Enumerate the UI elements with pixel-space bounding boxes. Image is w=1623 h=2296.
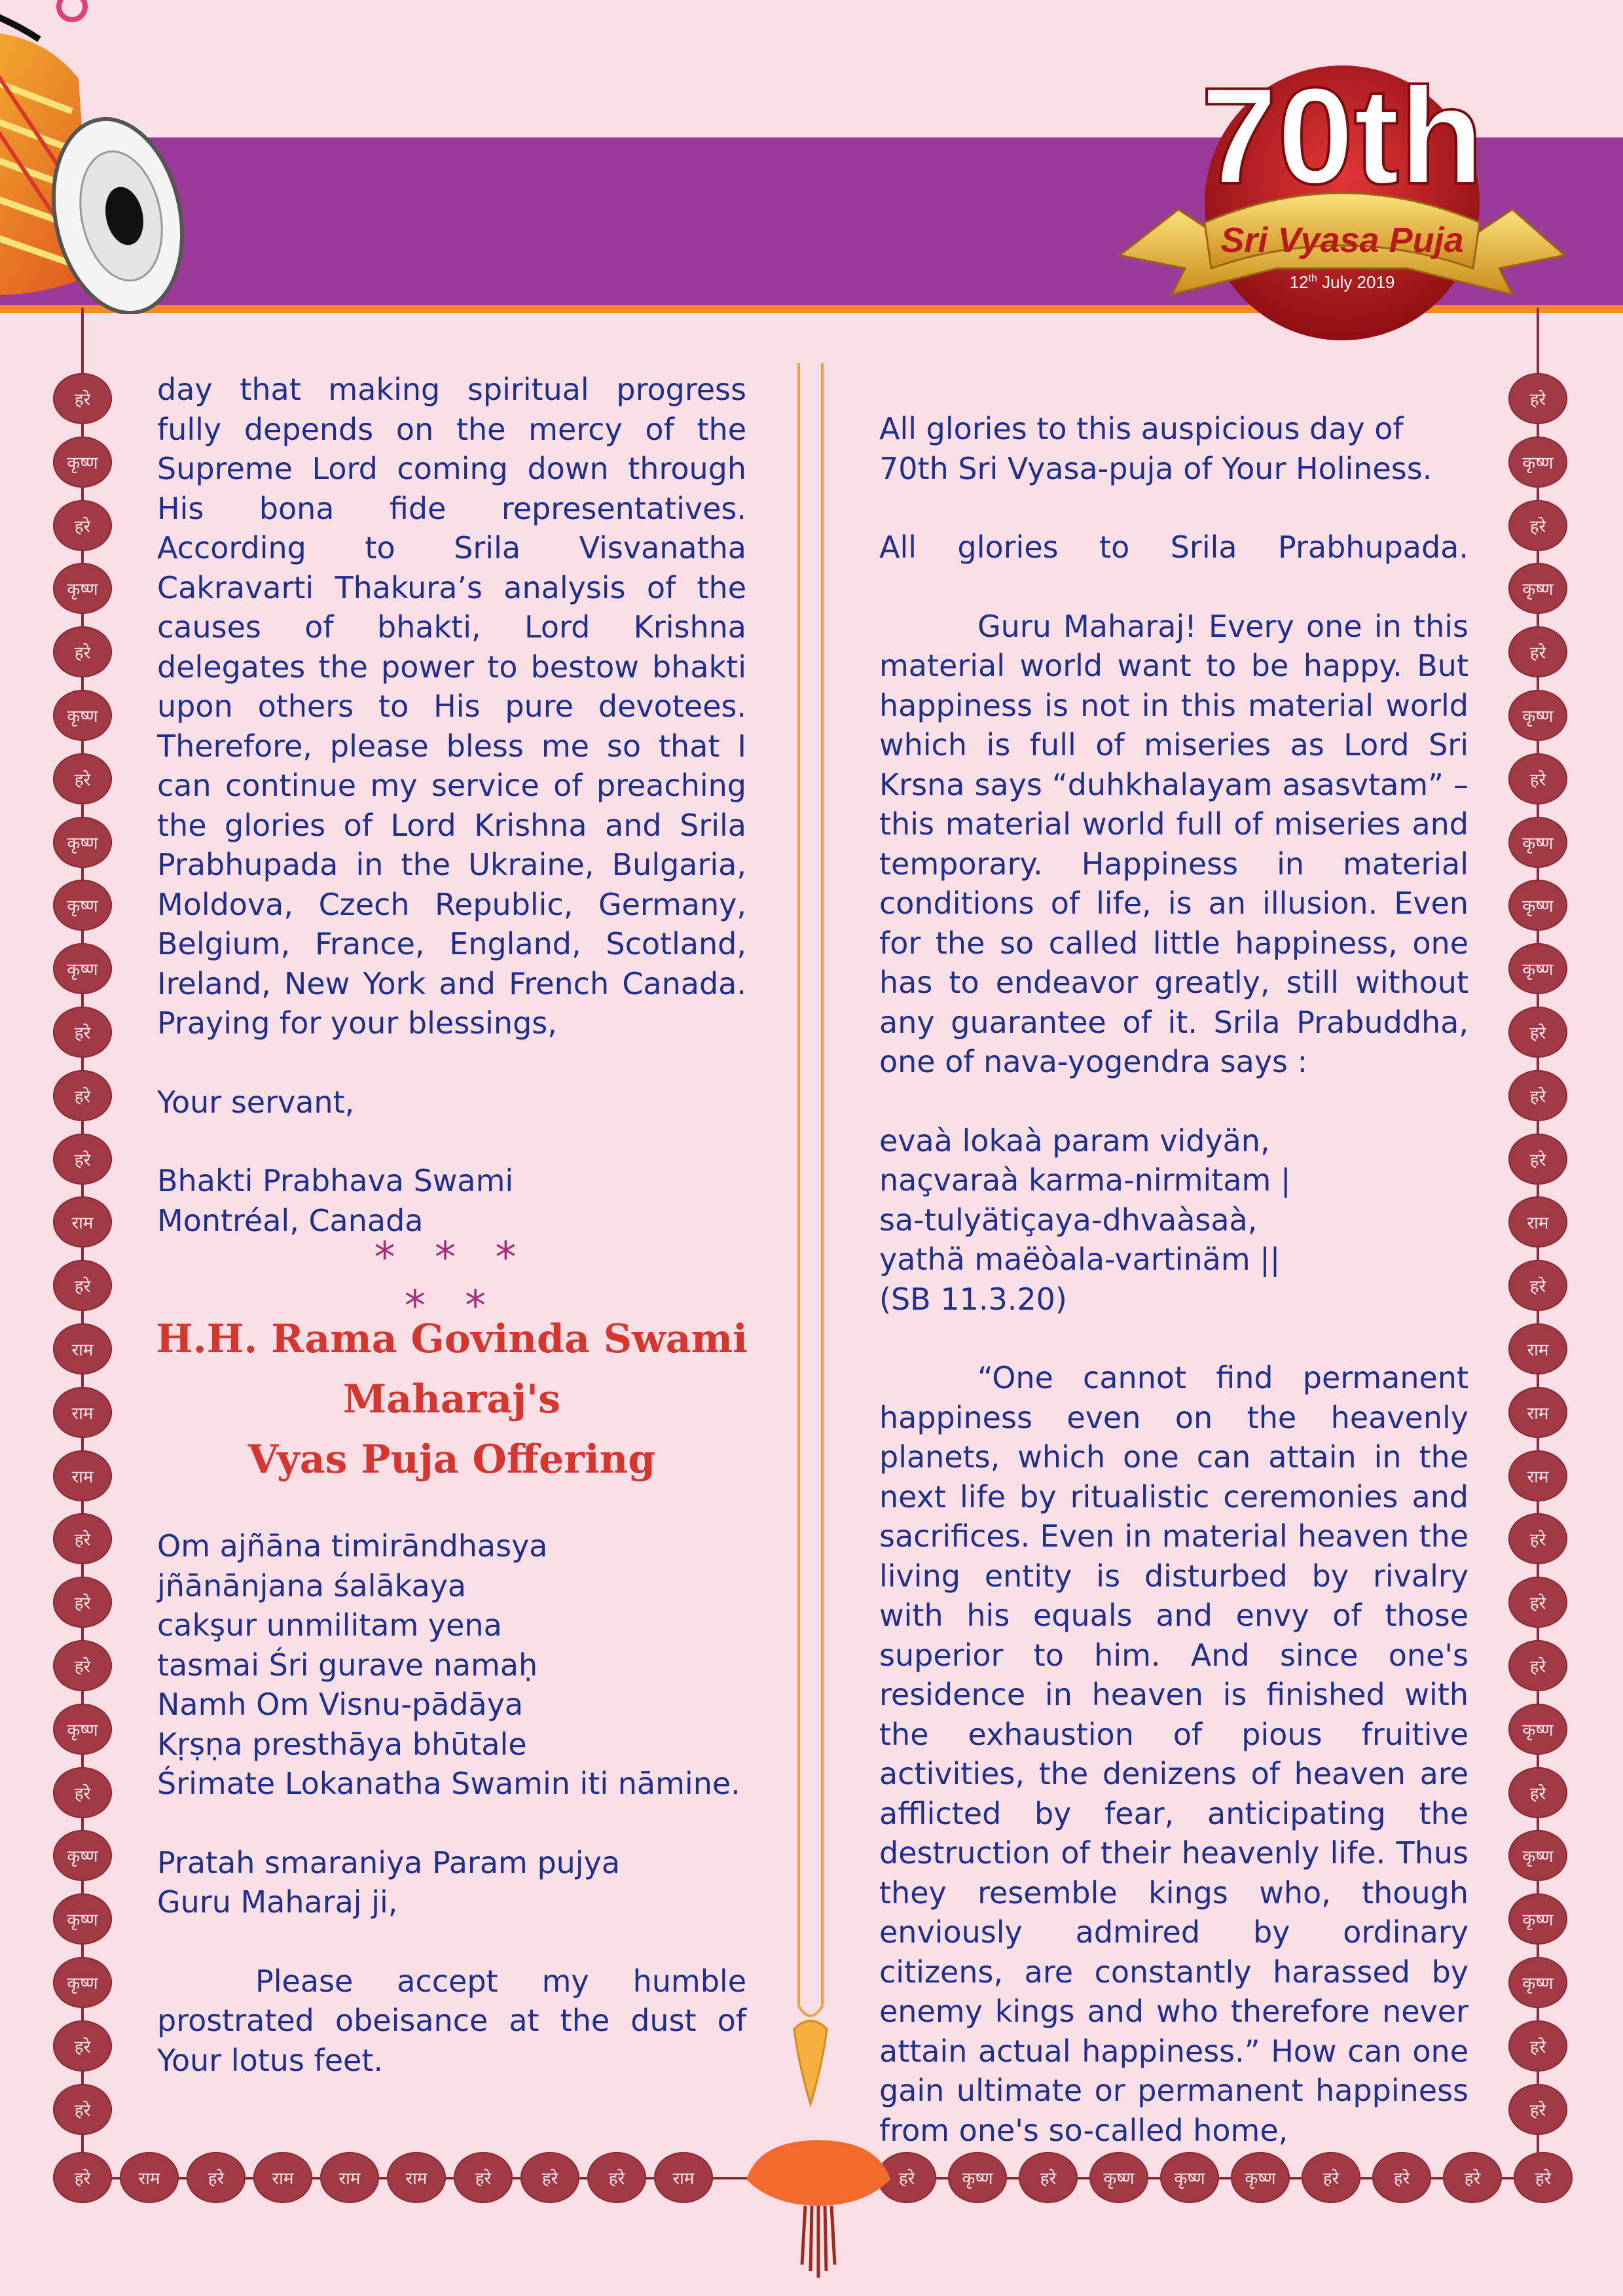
heading-line-2: Maharaj's [342, 1376, 561, 1422]
mantra-bead: कृष्ण [53, 563, 112, 614]
mantra-bead: राम [387, 2152, 446, 2203]
mantra-bead: कृष्ण [1508, 1704, 1567, 1755]
mantra-bead: हरे [1443, 2152, 1502, 2203]
mantra-bead: हरे [1508, 500, 1567, 551]
offering-heading [151, 1309, 753, 1490]
mantra-bead: राम [1508, 1450, 1567, 1501]
mantra-bead: हरे [1508, 1260, 1567, 1311]
mantra-bead: कृष्ण [1508, 943, 1567, 994]
mantra-bead: हरे [1508, 626, 1567, 677]
mantra-bead: कृष्ण [1508, 1830, 1567, 1881]
mantra-bead: कृष्ण [1089, 2152, 1148, 2203]
mantra-bead: कृष्ण [53, 880, 112, 931]
left-verse-block [157, 1526, 746, 2080]
sloka-line: naçvaraà karma-nirmitam | [879, 1162, 1291, 1198]
sloka-line: sa-tulyätiçaya-dhvaàsaà, [879, 1202, 1258, 1238]
mantra-bead: हरे [53, 373, 112, 424]
mantra-bead: कृष्ण [1508, 437, 1567, 488]
mantra-bead: कृष्ण [53, 817, 112, 868]
mridanga-drum-icon [0, 0, 210, 314]
right-paragraph-2: All glories to Srila Prabhupada. [879, 529, 1468, 565]
mantra-bead: हरे [1508, 1007, 1567, 1058]
address-line-1: Pratah smaraniya Param pujya [157, 1844, 621, 1880]
closing-text: Your servant, [157, 1084, 355, 1120]
mantra-bead: हरे [53, 626, 112, 677]
mantra-bead: हरे [1508, 1577, 1567, 1628]
mantra-bead: राम [654, 2152, 713, 2203]
mantra-bead: हरे [1508, 373, 1567, 424]
mantra-bead: कृष्ण [948, 2152, 1007, 2203]
mantra-bead: हरे [53, 1260, 112, 1311]
badge-date-rest: July 2019 [1317, 272, 1395, 292]
signature-name: Bhakti Prabhava Swami [157, 1163, 514, 1198]
mantra-bead: हरे [53, 753, 112, 804]
verse-line: tasmai Śri gurave namaḥ [157, 1647, 538, 1683]
sloka-reference: (SB 11.3.20) [879, 1281, 1067, 1317]
mantra-bead: हरे [53, 1134, 112, 1185]
left-paragraph-last: Please accept my humble prostrated obeisance at the dust of Your lotus feet. [157, 1963, 746, 2078]
mantra-bead: राम [53, 1323, 112, 1374]
verse-line: jñānānjana śalākaya [157, 1568, 467, 1604]
mantra-bead: हरे [1508, 1070, 1567, 1121]
badge-date-day: 12 [1289, 272, 1309, 292]
right-paragraph-4: “One cannot find permanent happiness even on the heavenly planets, which one can attain in the next life by ritualistic ceremonies and sacrifices. Even in material heaven the living entity is disturbed by rivalry with his equals and envy of those superior to him. And since one's residence in heaven is finished with the exhaustion of pious fruitive activities, the denizens of heaven are afflicted by fear, anticipating the destruction of their heavenly life. Thus they resemble kings who, though enviously admired by ordinary citizens, are constantly harassed by enemy kings and who therefore never attain actual happiness.” How can one gain ultimate or permanent happiness from one's so-called home, [879, 1360, 1468, 2148]
mantra-bead: कृष्ण [53, 943, 112, 994]
mantra-bead: कृष्ण [53, 1893, 112, 1945]
verse-line: Kṛṣṇa presthāya bhūtale [157, 1726, 527, 1762]
left-paragraph-1: day that making spiritual progress fully depends on the mercy of the Supreme Lord coming down through His bona fide representatives. According to Srila Visvanatha Cakravarti Thakura’s analysis of the causes of bhakti, Lord Krishna delegates the power to bestow bhakti upon others to His pure devotees. Therefore, please bless me so that I can continue my service of preaching the glories of Lord Krishna and Srila Prabhupada in the Ukraine, Bulgaria, Moldova, Czech Republic, Germany, Belgium, France, England, Scotland, Ireland, New York and French Canada. Praying for your blessings, [157, 372, 746, 1041]
mantra-bead: हरे [1508, 1640, 1567, 1691]
mantra-bead: हरे [1372, 2152, 1431, 2203]
mantra-bead: कृष्ण [53, 1957, 112, 2008]
mantra-bead: हरे [520, 2152, 579, 2203]
heading-line-1: H.H. Rama Govinda Swami [156, 1316, 748, 1362]
mantra-bead: राम [320, 2152, 379, 2203]
mantra-bead: हरे [1302, 2152, 1360, 2203]
mantra-bead: राम [1508, 1323, 1567, 1374]
mantra-bead: हरे [1508, 2020, 1567, 2072]
mantra-bead: हरे [53, 1513, 112, 1564]
mantra-bead: कृष्ण [53, 690, 112, 741]
right-column [879, 409, 1468, 2150]
mantra-bead: कृष्ण [1508, 817, 1567, 868]
sloka-line: evaà lokaà param vidyän, [879, 1122, 1270, 1158]
mantra-bead: हरे [53, 1640, 112, 1691]
mantra-bead: हरे [1508, 1513, 1567, 1564]
address-line-2: Guru Maharaj ji, [157, 1884, 398, 1920]
mantra-bead: हरे [187, 2152, 246, 2203]
sloka-line: yathä maëòala-vartinäm || [879, 1242, 1281, 1277]
mantra-bead: कृष्ण [1508, 563, 1567, 614]
signature-place: Montréal, Canada [157, 1202, 424, 1238]
mantra-bead: कृष्ण [1508, 880, 1567, 931]
mantra-bead: हरे [53, 2020, 112, 2072]
mantra-bead: हरे [53, 500, 112, 551]
mantra-bead: राम [53, 1450, 112, 1501]
verse-line: cakşur unmilitam yena [157, 1607, 502, 1643]
mantra-bead: हरे [1508, 2084, 1567, 2135]
mantra-bead: राम [53, 1387, 112, 1438]
mantra-bead: हरे [1508, 1134, 1567, 1185]
center-divider [791, 363, 830, 2117]
mantra-bead: कृष्ण [1231, 2152, 1290, 2203]
mantra-bead: कृष्ण [53, 1704, 112, 1755]
heading-line-3: Vyas Puja Offering [247, 1437, 656, 1482]
mantra-bead: हरे [1019, 2152, 1078, 2203]
mantra-bead: हरे [587, 2152, 646, 2203]
mantra-bead: हरे [53, 2152, 112, 2203]
mantra-bead: राम [120, 2152, 179, 2203]
mantra-bead: राम [253, 2152, 312, 2203]
mantra-bead: कृष्ण [1508, 1957, 1567, 2008]
mantra-bead: हरे [53, 1007, 112, 1058]
mantra-bead: हरे [53, 1577, 112, 1628]
left-column [157, 370, 746, 1240]
badge-date [1290, 272, 1395, 292]
mantra-bead: कृष्ण [1160, 2152, 1219, 2203]
verse-line: Om ajñāna timirāndhasya [157, 1528, 548, 1564]
badge-number: 70th [1201, 59, 1484, 213]
right-paragraph-3: Guru Maharaj! Every one in this material world want to be happy. But happiness is not in this material world which is full of miseries as Lord Sri Krsna says “duhkhalayam asasvtam” – this material world full of miseries and temporary. Happiness in material conditions of life, is an illusion. Even for the so called little happiness, one has to endeavor greatly, still without any guarantee of it. Srila Prabuddha, one of nava-yogendra says : [879, 608, 1468, 1079]
section-stars: * * * * * [374, 1234, 530, 1331]
vyasa-puja-badge [1106, 59, 1578, 360]
mantra-bead: हरे [1508, 753, 1567, 804]
mantra-bead: राम [53, 1196, 112, 1247]
mantra-bead: हरे [53, 1767, 112, 1818]
mantra-bead: कृष्ण [1508, 690, 1567, 741]
mantra-bead: हरे [53, 1070, 112, 1121]
badge-title: Sri Vyasa Puja [1220, 221, 1464, 260]
right-paragraph-1: All glories to this auspicious day of 70th Sri Vyasa-puja of Your Holiness. [879, 411, 1432, 486]
mantra-bead: कृष्ण [1508, 1893, 1567, 1945]
mantra-bead: हरे [53, 2084, 112, 2135]
mantra-bead: राम [1508, 1387, 1567, 1438]
tilak-tassel-icon [733, 2121, 903, 2291]
badge-date-suffix: th [1308, 273, 1317, 284]
mantra-bead: हरे [454, 2152, 513, 2203]
mantra-bead: राम [1508, 1196, 1567, 1247]
mantra-bead: कृष्ण [53, 437, 112, 488]
mantra-bead: कृष्ण [53, 1830, 112, 1881]
verse-line: Śrimate Lokanatha Swamin iti nāmine. [157, 1766, 740, 1801]
mantra-bead: हरे [877, 2152, 936, 2203]
verse-line: Namh Om Visnu-pādāya [157, 1687, 524, 1722]
mantra-bead: हरे [1514, 2152, 1573, 2203]
mantra-bead: हरे [1508, 1767, 1567, 1818]
